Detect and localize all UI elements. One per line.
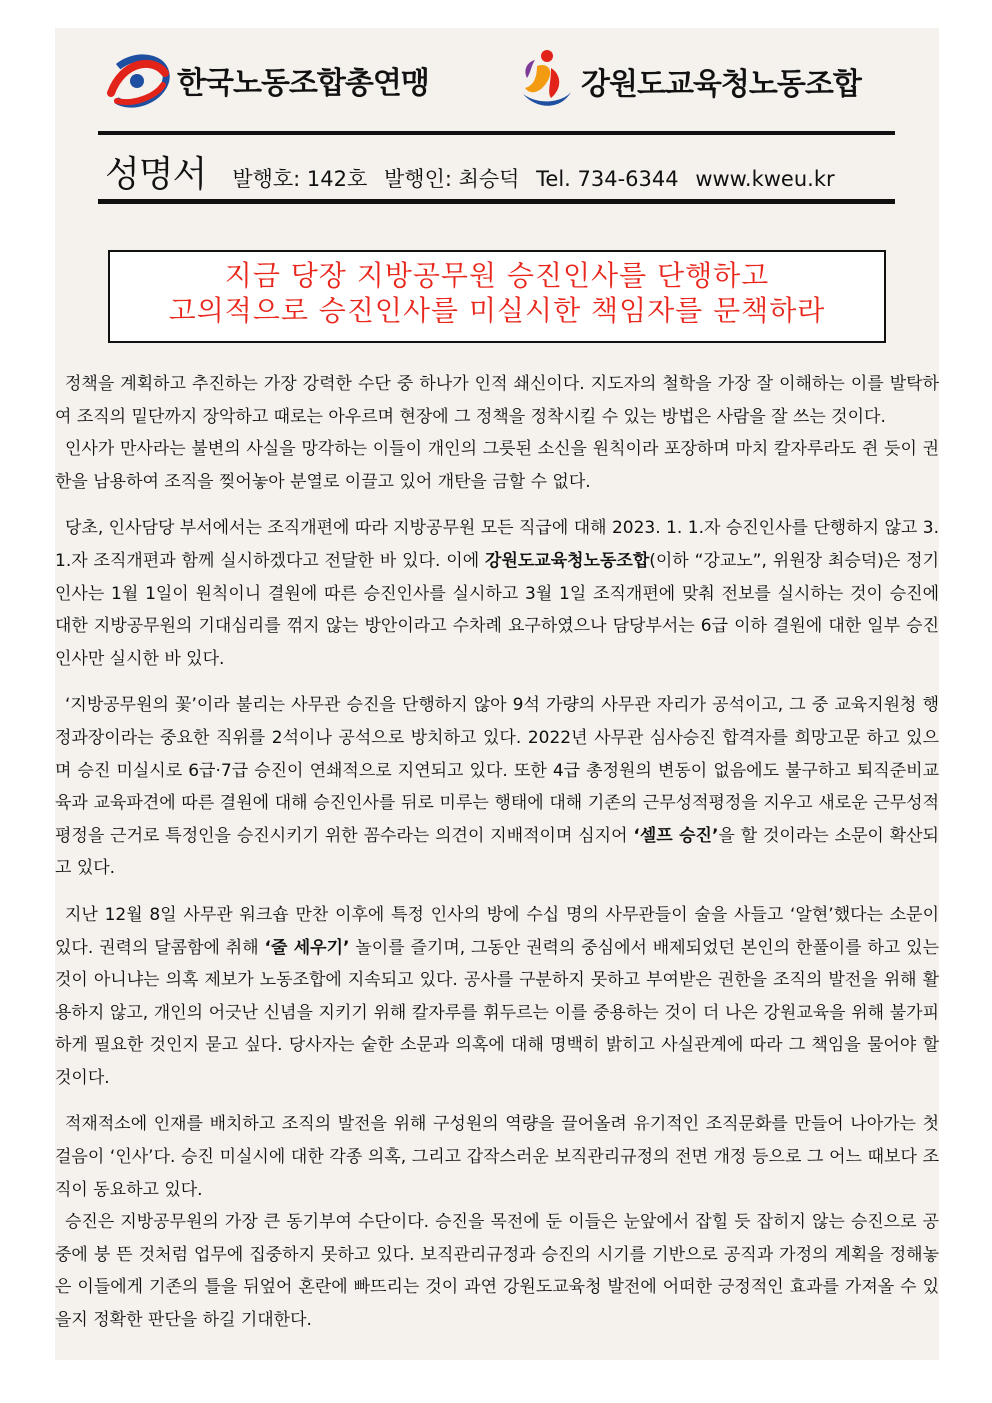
paragraph-5-text-b: 놀이를 즐기며, 그동안 권력의 중심에서 배제되었던 본인의 한풀이를 하고 있는 것이 아니냐는 의혹 제보가 노동조합에 지속되고 있다. 공사를 구분하지 못하고 부여받은 권한을 조직의 발전을 위해 활용하지 않고, 개인의 어긋난 신념을 지키기 위해 칼자루를 휘두르는 이를 중용하는 것이 더 나은 강원교육을 위해 불가피하게 필요한 것인지 묻고 싶다. 당사자는 숱한 소문과 의혹에 대해 명백히 밝히고 사실관계에 따라 그 책임을 물어야 할 것이다. [55,937,939,1088]
telephone: Tel. 734-6344 [536,167,679,191]
letterhead [55,28,939,128]
paragraph-2: 인사가 만사라는 불변의 사실을 망각하는 이들이 개인의 그릇된 소신을 원칙이라 포장하며 마치 칼자루라도 쥔 듯이 권한을 남용하여 조직을 찢어놓아 분열로 이끌고 있어 개탄을 금할 수 없다. [55,439,939,492]
statement-sheet [55,28,939,1360]
publisher: 발행인: 최승덕 [384,167,520,191]
kweu-figure-logo-icon [517,48,575,114]
header-rule-bottom [98,199,895,204]
headline-line-1: 지금 당장 지방공무원 승진인사를 단행하고 [224,259,770,292]
header-rule-top [98,131,895,135]
line-up-bold: ‘줄 세우기’ [264,937,350,958]
paragraph-4 [55,689,939,885]
paragraph-4-text-b: 을 할 것이라는 소문이 확산되고 있다. [55,825,939,879]
kweu-logo [517,46,861,116]
fktu-logo [103,50,429,110]
left-org-name: 한국노동조합총연맹 [177,66,429,101]
paragraph-3 [55,512,939,675]
issue-number: 발행호: 142호 [232,167,368,191]
self-promotion-bold: ‘셀프 승진’ [633,825,719,846]
headline-box [108,250,886,343]
paragraph-7: 승진은 지방공무원의 가장 큰 동기부여 수단이다. 승진을 목전에 둔 이들은 눈앞에서 잡힐 듯 잡히지 않는 승진으로 공중에 붕 뜬 것처럼 업무에 집중하지 못하고 있다. 보직관리규정과 승진의 시기를 기반으로 공직과 가정의 계획을 정해놓은 이들에게 기존의 틀을 뒤엎어 혼란에 빠뜨리는 것이 과연 강원도교육청 발전에 어떠한 긍정적인 효과를 가져올 수 있을지 정확한 판단을 하길 기대한다. [55,1212,939,1331]
doc-type-label: 성명서 [105,154,207,195]
paragraph-1: 정책을 계획하고 추진하는 가장 강력한 수단 중 하나가 인적 쇄신이다. 지도자의 철학을 가장 잘 이해하는 이를 발탁하여 조직의 밑단까지 장악하고 때로는 아우르며 현장에 그 정책을 정착시킬 수 있는 방법은 사람을 잘 쓰는 것이다. [55,374,939,427]
masthead [105,146,905,195]
statement-body [55,368,939,1337]
union-name-bold: 강원도교육청노동조합 [485,550,650,571]
paragraph-5 [55,899,939,1095]
paragraph-5-text-a: 지난 12월 8일 사무관 워크숍 만찬 이후에 특정 인사의 방에 수십 명의 사무관들이 술을 사들고 ‘알현’했다는 소문이 있다. 권력의 달콤함에 취해 [55,904,939,958]
fktu-swirl-logo-icon [103,51,171,109]
right-org-name: 강원도교육청노동조합 [581,67,861,102]
paragraph-4-text-a: ‘지방공무원의 꽃’이라 불리는 사무관 승진을 단행하지 않아 9석 가량의 사무관 자리가 공석이고, 그 중 교육지원청 행정과장이라는 중요한 직위를 2석이나 공석으로 방치하고 있다. 2022년 사무관 심사승진 합격자를 희망고문 하고 있으며 승진 미실시로 6급·7급 승진이 연쇄적으로 지연되고 있다. 또한 4급 총정원의 변동이 없음에도 불구하고 퇴직준비교육과 교육파견에 따른 결원에 대해 승진인사를 뒤로 미루는 행태에 대해 기존의 근무성적평정을 지우고 새로운 근무성적평정을 근거로 특정인을 승진시키기 위한 꼼수라는 의견이 지배적이며 심지어 [55,695,939,846]
headline-line-2: 고의적으로 승진인사를 미실시한 책임자를 문책하라 [168,294,826,327]
paragraph-3-text-b: (이하 “강교노”, 위원장 최승덕)은 정기인사는 1월 1일이 원칙이니 결원에 따른 승진인사를 실시하고 3월 1일 조직개편에 맞춰 전보를 실시하는 것이 승진에 대한 지방공무원의 기대심리를 꺾지 않는 방안이라고 수차례 요구하였으나 담당부서는 6급 이하 결원에 대한 일부 승진인사만 실시한 바 있다. [55,550,939,669]
publication-meta [232,163,844,193]
paragraph-3-text-a: 당초, 인사담당 부서에서는 조직개편에 따라 지방공무원 모든 직급에 대해 2023. 1. 1.자 승진인사를 단행하지 않고 3. 1.자 조직개편과 함께 실시하겠다고 전달한 바 있다. 이에 [55,518,939,571]
paragraph-6: 적재적소에 인재를 배치하고 조직의 발전을 위해 구성원의 역량을 끌어올려 유기적인 조직문화를 만들어 나아가는 첫 걸음이 ‘인사’다. 승진 미실시에 대한 각종 의혹, 그리고 갑작스러운 보직관리규정의 전면 개정 등으로 그 어느 때보다 조직이 동요하고 있다. [55,1114,939,1200]
website-link[interactable]: www.kweu.kr [695,167,835,191]
